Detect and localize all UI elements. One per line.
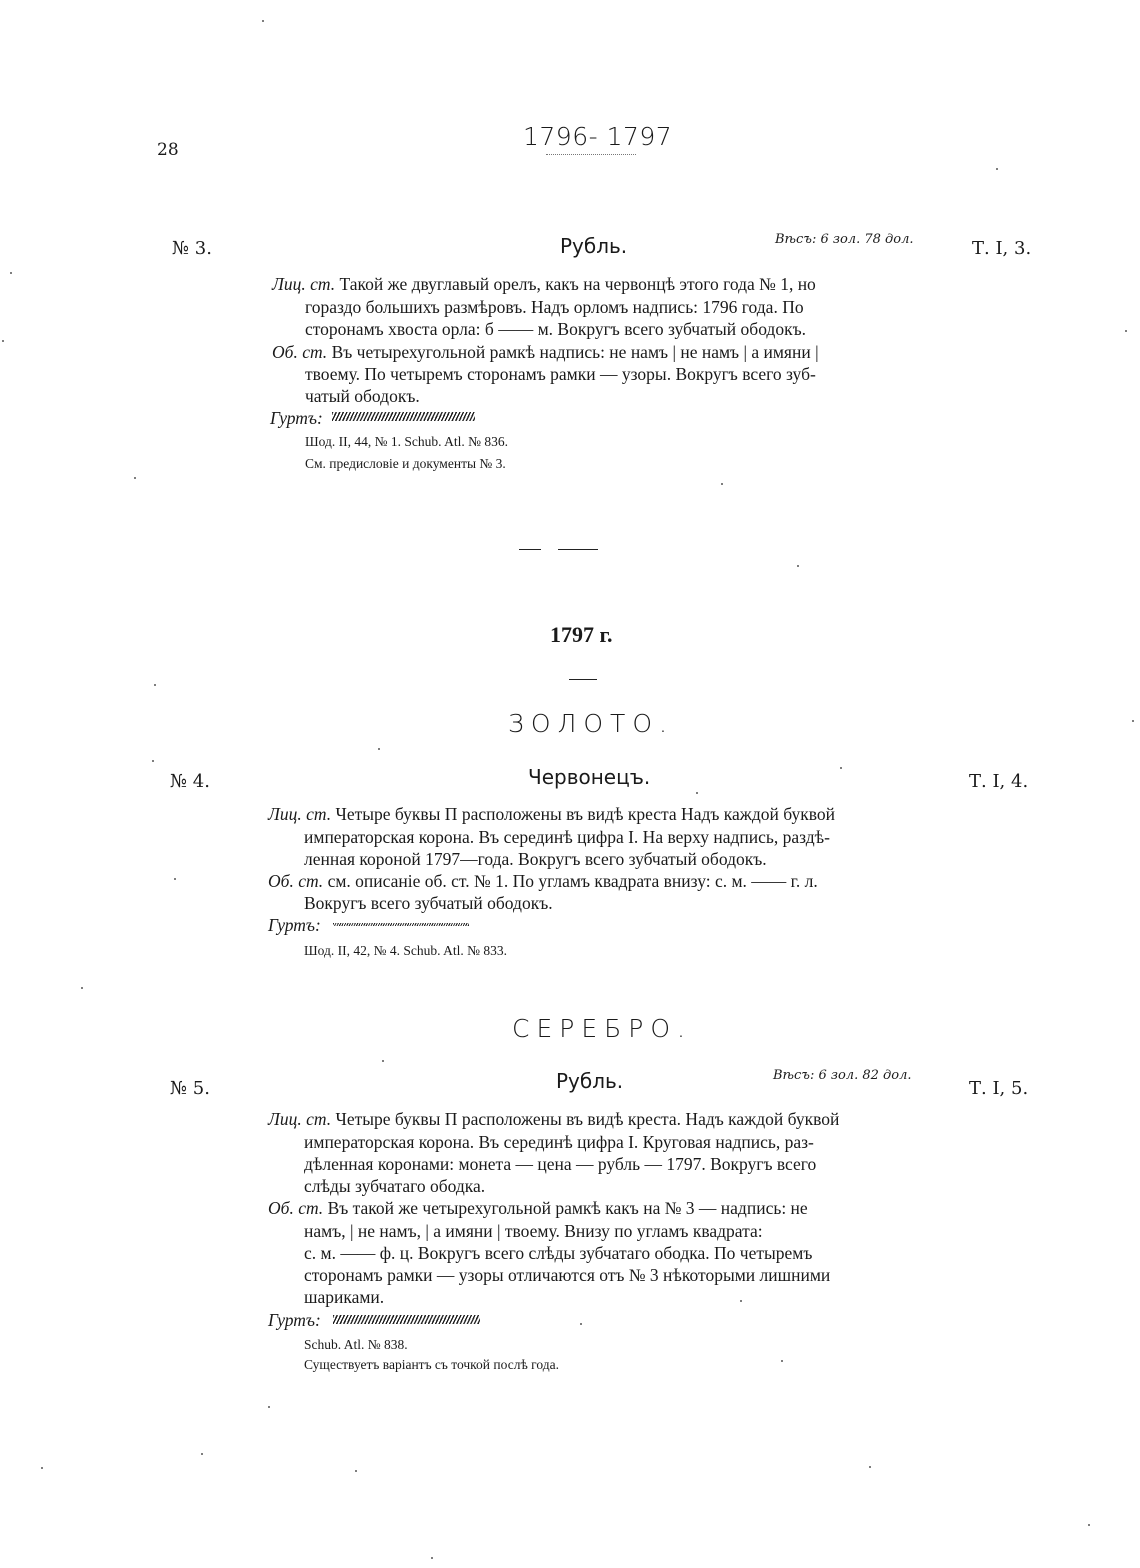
entry-3-note: См. предисловіе и документы № 3. <box>305 456 506 471</box>
gold-heading: ЗОЛОТО. <box>508 709 674 738</box>
entry-5-ref: Т. I, 5. <box>969 1078 1029 1099</box>
entry-3-edge-pattern <box>332 412 475 421</box>
scan-speck <box>174 878 176 880</box>
entry-3-obverse-line: Лиц. ст. Такой же двуглавый орелъ, какъ на червонцѣ этого года № 1, но <box>272 274 816 294</box>
scan-speck <box>840 767 842 769</box>
entry-5-reverse-line: намъ, | не намъ, | а имяни | твоему. Внизу по угламъ квадрата: <box>304 1221 763 1241</box>
entry-4-edge-pattern <box>333 923 469 926</box>
entry-5-note: Существуетъ варіантъ съ точкой послѣ года. <box>304 1357 559 1372</box>
entry-5-reverse-line: с. м. —— ф. ц. Вокругъ всего слѣды зубчатаго ободка. По четыремъ <box>304 1243 813 1263</box>
entry-5-obverse-line: Лиц. ст. Четыре буквы П расположены въ видѣ креста. Надъ каждой буквой <box>268 1109 840 1129</box>
entry-5-weight: Вѣсъ: 6 зол. 82 дол. <box>773 1068 912 1083</box>
scan-speck <box>1088 1524 1090 1526</box>
entry-3-weight: Вѣсъ: 6 зол. 78 дол. <box>775 232 914 247</box>
scan-speck <box>721 483 723 485</box>
entry-3-edge-label: Гуртъ: <box>270 408 323 428</box>
scan-speck <box>696 792 698 794</box>
entry-3-obverse-line: сторонамъ хвоста орла: б —— м. Вокругъ всего зубчатый ободокъ. <box>305 319 807 339</box>
entry-5-reverse-line: сторонамъ рамки — узоры отличаются отъ № 3 нѣкоторыми лишними <box>304 1265 831 1285</box>
section-divider <box>558 549 598 550</box>
entry-4-edge-label: Гуртъ: <box>268 915 321 935</box>
entry-3-reverse-line: Об. ст. Въ четырехугольной рамкѣ надпись: не намъ | не намъ | а имяни | <box>272 342 819 362</box>
header-rule <box>546 154 636 155</box>
entry-4-note: Шод. II, 42, № 4. Schub. Atl. № 833. <box>304 943 507 958</box>
entry-4-reverse-line: Вокругъ всего зубчатый ободокъ. <box>304 893 553 913</box>
scan-speck <box>201 1453 203 1455</box>
scan-speck <box>869 1466 871 1468</box>
silver-heading: СЕРЕБРО. <box>512 1014 692 1043</box>
entry-3-note: Шод. II, 44, № 1. Schub. Atl. № 836. <box>305 434 508 449</box>
year-heading: 1797 г. <box>550 622 613 647</box>
scan-speck <box>152 760 154 762</box>
scan-speck <box>1125 330 1127 332</box>
entry-4-ref: Т. I, 4. <box>969 771 1029 792</box>
entry-5-obverse-line: императорская корона. Въ серединѣ цифра I. Круговая надпись, раз- <box>304 1132 814 1152</box>
entry-4-title: Червонецъ. <box>528 765 651 789</box>
entry-5-obverse-line: слѣды зубчатаго ободка. <box>304 1176 486 1196</box>
scan-speck <box>431 1557 433 1559</box>
scan-speck <box>382 1060 384 1062</box>
entry-3-ref: Т. I, 3. <box>972 238 1032 259</box>
entry-3-reverse-line: чатый ободокъ. <box>305 386 420 406</box>
scan-speck <box>10 272 12 274</box>
entry-3-title: Рубль. <box>560 234 628 258</box>
entry-3-obverse-line: гораздо большихъ размѣровъ. Надъ орломъ надпись: 1796 года. По <box>305 297 804 317</box>
scan-speck <box>41 1467 43 1469</box>
scan-speck <box>740 1300 742 1302</box>
entry-4-obverse-line: ленная короной 1797—года. Вокругъ всего зубчатый ободокъ. <box>304 849 767 869</box>
scan-speck <box>81 987 83 989</box>
scan-speck <box>154 684 156 686</box>
scan-speck <box>996 168 998 170</box>
scan-speck <box>1132 720 1134 722</box>
scan-speck <box>580 1323 582 1325</box>
entry-5-title: Рубль. <box>556 1069 624 1093</box>
entry-4-obverse-line: Лиц. ст. Четыре буквы П расположены въ видѣ креста Надъ каждой буквой <box>268 804 836 824</box>
entry-5-edge-label: Гуртъ: <box>268 1310 321 1330</box>
running-header: 1796- 1797 <box>523 122 673 151</box>
entry-5-obverse-line: дѣленная коронами: монета — цена — рубль — 1797. Вокругъ всего <box>304 1154 817 1174</box>
section-divider <box>519 549 541 550</box>
page-number: 28 <box>157 140 179 160</box>
entry-4-reverse-line: Об. ст. см. описаніе об. ст. № 1. По угламъ квадрата внизу: с. м. —— г. л. <box>268 871 818 891</box>
scan-speck <box>781 1360 783 1362</box>
entry-5-number: № 5. <box>170 1078 210 1099</box>
entry-3-number: № 3. <box>172 238 212 259</box>
scan-speck <box>2 340 4 342</box>
scan-speck <box>134 477 136 479</box>
scan-speck <box>355 1470 357 1472</box>
entry-5-note: Schub. Atl. № 838. <box>304 1337 408 1352</box>
year-underline <box>569 679 597 680</box>
entry-4-obverse-line: императорская корона. Въ серединѣ цифра I. На верху надпись, раздѣ- <box>304 827 830 847</box>
entry-5-edge-pattern <box>333 1315 480 1324</box>
entry-4-number: № 4. <box>170 771 210 792</box>
entry-5-reverse-line: Об. ст. Въ такой же четырехугольной рамкѣ какъ на № 3 — надпись: не <box>268 1198 808 1218</box>
entry-3-reverse-line: твоему. По четыремъ сторонамъ рамки — узоры. Вокругъ всего зуб- <box>305 364 816 384</box>
scan-speck <box>797 565 799 567</box>
scan-speck <box>262 20 264 22</box>
entry-5-reverse-line: шариками. <box>304 1287 385 1307</box>
scan-speck <box>378 748 380 750</box>
scan-speck <box>268 1406 270 1408</box>
